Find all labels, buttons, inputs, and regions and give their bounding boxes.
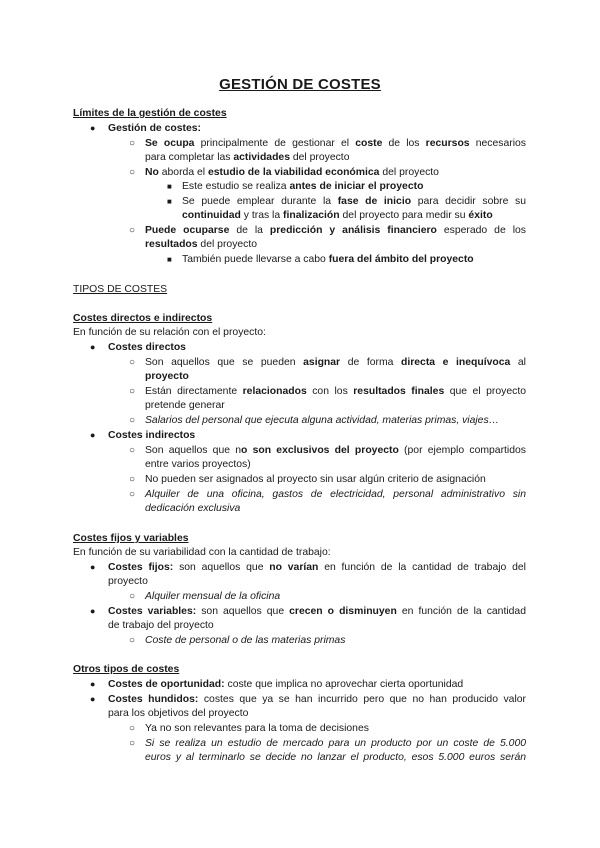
otros-o2b: para los objetivos del proyecto bbox=[108, 708, 249, 719]
circle-bullet-icon: ○ bbox=[129, 167, 136, 178]
limites-p2: No aborda el estudio de la viabilidad económica del proyecto bbox=[145, 167, 439, 178]
otros-o2s2b-example: euros y al terminarlo se decide no lanzar el producto, esos 5.000 euros serán bbox=[145, 752, 526, 763]
fijos-intro: En función de su variabilidad con la cantidad de trabajo: bbox=[73, 547, 331, 558]
square-bullet-icon: ■ bbox=[167, 197, 172, 206]
otros-o2a: Costes hundidos: costes que ya se han incurrido pero que no han producido valor bbox=[108, 694, 526, 705]
bullet-icon: ● bbox=[90, 606, 96, 616]
indirectos-i2: No pueden ser asignados al proyecto sin usar algún criterio de asignación bbox=[145, 474, 486, 485]
limites-p3a: Puede ocuparse de la predicción y análisis financiero esperado de los bbox=[145, 225, 526, 236]
variables-v1b: de trabajo del proyecto bbox=[108, 620, 214, 631]
limites-p1b: para completar las actividades del proyecto bbox=[145, 152, 350, 163]
limites-p3s1: También puede llevarse a cabo fuera del ámbito del proyecto bbox=[182, 254, 474, 265]
costes-indirectos-label: Costes indirectos bbox=[108, 430, 196, 441]
circle-bullet-icon: ○ bbox=[129, 138, 136, 149]
circle-bullet-icon: ○ bbox=[129, 386, 136, 397]
limites-p1a: Se ocupa principalmente de gestionar el coste de los recursos necesarios bbox=[145, 138, 526, 149]
circle-bullet-icon: ○ bbox=[129, 357, 136, 368]
section-heading-tipos: TIPOS DE COSTES bbox=[73, 284, 168, 295]
variables-example: Coste de personal o de las materias primas bbox=[145, 635, 346, 646]
circle-bullet-icon: ○ bbox=[129, 445, 136, 456]
indirectos-i3a-example: Alquiler de una oficina, gastos de electricidad, personal administrativo sin bbox=[145, 489, 526, 500]
subsection-heading-fijos: Costes fijos y variables bbox=[73, 533, 189, 544]
bullet-icon: ● bbox=[90, 430, 96, 440]
bullet-icon: ● bbox=[90, 342, 96, 352]
circle-bullet-icon: ○ bbox=[129, 738, 136, 749]
limites-p2s1: Este estudio se realiza antes de iniciar el proyecto bbox=[182, 181, 424, 192]
fijos-f1a: Costes fijos: son aquellos que no varían en función de la cantidad de trabajo del bbox=[108, 562, 526, 573]
circle-bullet-icon: ○ bbox=[129, 591, 136, 602]
circle-bullet-icon: ○ bbox=[129, 723, 136, 734]
gestion-label: Gestión de costes: bbox=[108, 123, 201, 134]
indirectos-i1b: entre varios proyectos) bbox=[145, 459, 251, 470]
square-bullet-icon: ■ bbox=[167, 255, 172, 264]
otros-o2s1: Ya no son relevantes para la toma de decisiones bbox=[145, 723, 369, 734]
indirectos-i1a: Son aquellos que no son exclusivos del proyecto (por ejemplo compartidos bbox=[145, 445, 526, 456]
limites-p3b: resultados del proyecto bbox=[145, 239, 258, 250]
circle-bullet-icon: ○ bbox=[129, 635, 136, 646]
directos-d2a: Están directamente relacionados con los resultados finales que el proyecto bbox=[145, 386, 526, 397]
bullet-icon: ● bbox=[90, 123, 96, 133]
directos-d2b: pretende generar bbox=[145, 400, 225, 411]
bullet-icon: ● bbox=[90, 562, 96, 572]
subsection-heading-otros: Otros tipos de costes bbox=[73, 664, 180, 675]
circle-bullet-icon: ○ bbox=[129, 489, 136, 500]
bullet-icon: ● bbox=[90, 679, 96, 689]
square-bullet-icon: ■ bbox=[167, 182, 172, 191]
circle-bullet-icon: ○ bbox=[129, 415, 136, 426]
otros-o2s2a-example: Si se realiza un estudio de mercado para un producto por un coste de 5.000 bbox=[145, 738, 526, 749]
limites-p2s2a: Se puede emplear durante la fase de inicio para decidir sobre su bbox=[182, 196, 526, 207]
directos-d1b: proyecto bbox=[145, 371, 189, 382]
directos-intro: En función de su relación con el proyecto: bbox=[73, 327, 266, 338]
variables-v1a: Costes variables: son aquellos que crecen o disminuyen en función de la cantidad bbox=[108, 606, 526, 617]
directos-d3-example: Salarios del personal que ejecuta alguna actividad, materias primas, viajes… bbox=[145, 415, 500, 426]
otros-o1: Costes de oportunidad: coste que implica no aprovechar cierta oportunidad bbox=[108, 679, 464, 690]
fijos-f1b: proyecto bbox=[108, 576, 148, 587]
limites-p2s2b: continuidad y tras la finalización del proyecto para medir su éxito bbox=[182, 210, 493, 221]
costes-directos-label: Costes directos bbox=[108, 342, 186, 353]
page-title: GESTIÓN DE COSTES bbox=[219, 76, 381, 93]
circle-bullet-icon: ○ bbox=[129, 474, 136, 485]
fijos-example: Alquiler mensual de la oficina bbox=[145, 591, 281, 602]
directos-d1a: Son aquellos que se pueden asignar de forma directa e inequívoca al bbox=[145, 357, 526, 368]
circle-bullet-icon: ○ bbox=[129, 225, 136, 236]
subsection-heading-directos: Costes directos e indirectos bbox=[73, 313, 213, 324]
section-heading-limites: Límites de la gestión de costes bbox=[73, 108, 227, 119]
indirectos-i3b-example: dedicación exclusiva bbox=[145, 503, 241, 514]
bullet-icon: ● bbox=[90, 694, 96, 704]
